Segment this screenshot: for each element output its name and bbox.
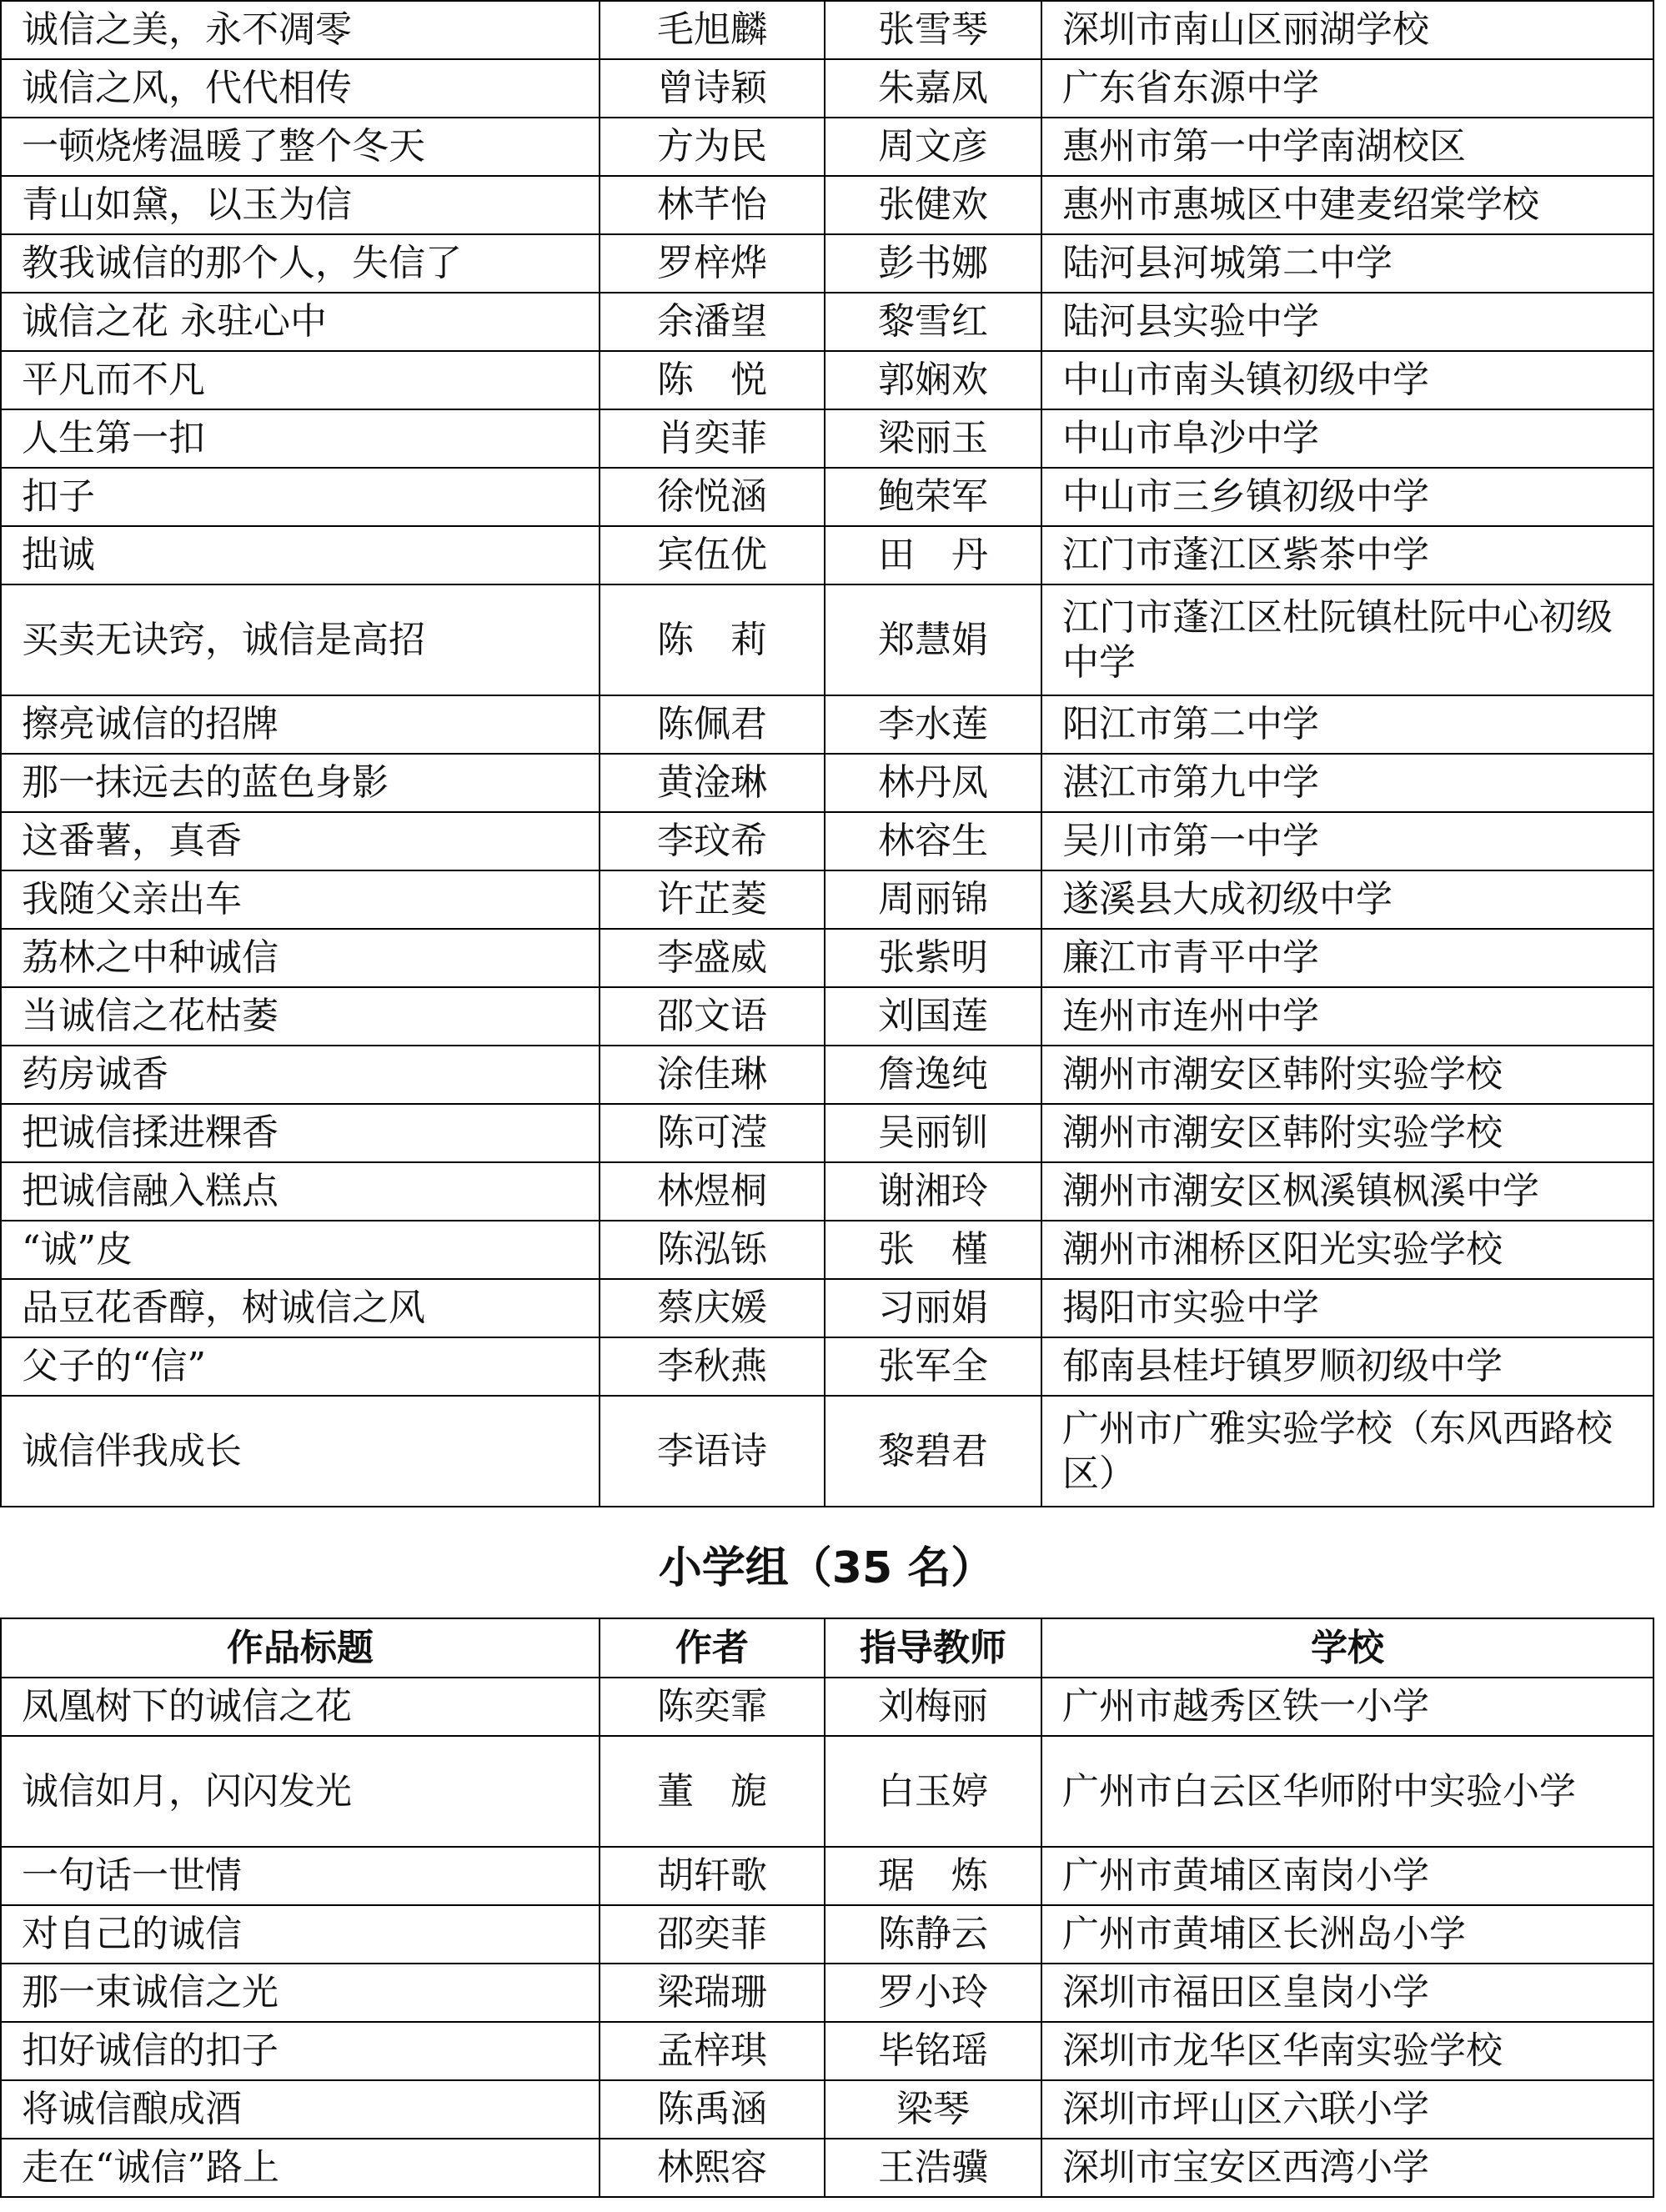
school-cell: 江门市蓬江区紫茶中学 [1041,526,1653,584]
school-cell: 广州市广雅实验学校（东风西路校区） [1041,1396,1653,1507]
author-cell: 董 旎 [600,1736,825,1847]
table-row [1,1905,1653,1964]
work-title-cell: 人生第一扣 [1,409,600,468]
school-cell: 广东省东源中学 [1041,59,1653,118]
work-title-cell: 将诚信酿成酒 [1,2080,600,2139]
table-row [1,1104,1653,1162]
school-cell: 郁南县桂圩镇罗顺初级中学 [1041,1337,1653,1396]
table-row [1,59,1653,118]
table-header-row [1,1618,1653,1678]
primary-section-heading: 小学组（35 名） [658,1543,995,1593]
work-title-cell: 买卖无诀窍，诚信是高招 [1,584,600,695]
teacher-cell: 林容生 [825,812,1041,870]
author-cell: 蔡庆媛 [600,1279,825,1337]
school-cell: 广州市白云区华师附中实验小学 [1041,1736,1653,1847]
school-cell: 廉江市青平中学 [1041,929,1653,987]
author-cell: 陈 莉 [600,584,825,695]
work-title-cell: 把诚信揉进粿香 [1,1104,600,1162]
teacher-cell: 吴丽钏 [825,1104,1041,1162]
school-cell: 阳江市第二中学 [1041,695,1653,754]
table-row [1,929,1653,987]
table-row [1,2139,1653,2197]
school-cell: 陆河县河城第二中学 [1041,234,1653,293]
primary-school-table [0,1618,1654,2198]
teacher-cell: 习丽娟 [825,1279,1041,1337]
table-row [1,1221,1653,1279]
primary-school-table-body [1,1678,1653,2197]
work-title-cell: 一顿烧烤温暖了整个冬天 [1,118,600,176]
school-cell: 潮州市潮安区枫溪镇枫溪中学 [1041,1162,1653,1221]
table-row [1,987,1653,1046]
work-title-cell: 走在“诚信”路上 [1,2139,600,2197]
table-row [1,1279,1653,1337]
school-cell: 湛江市第九中学 [1041,754,1653,812]
school-cell: 吴川市第一中学 [1041,812,1653,870]
middle-school-table-body [1,1,1653,1507]
table-row [1,1162,1653,1221]
school-cell: 陆河县实验中学 [1041,293,1653,351]
author-cell: 梁瑞珊 [600,1964,825,2022]
school-cell: 深圳市龙华区华南实验学校 [1041,2022,1653,2080]
author-cell: 余潘望 [600,293,825,351]
teacher-cell: 田 丹 [825,526,1041,584]
author-cell: 方为民 [600,118,825,176]
author-cell: 许芷菱 [600,870,825,929]
teacher-cell: 琚 炼 [825,1847,1041,1905]
work-title-cell: 诚信伴我成长 [1,1396,600,1507]
teacher-cell: 毕铭瑶 [825,2022,1041,2080]
header-teacher: 指导教师 [825,1618,1041,1678]
school-cell: 中山市阜沙中学 [1041,409,1653,468]
author-cell: 宾伍优 [600,526,825,584]
table-row [1,1046,1653,1104]
author-cell: 陈 悦 [600,351,825,409]
school-cell: 江门市蓬江区杜阮镇杜阮中心初级中学 [1041,584,1653,695]
author-cell: 李语诗 [600,1396,825,1507]
school-cell: 中山市三乡镇初级中学 [1041,468,1653,526]
table-row [1,1337,1653,1396]
work-title-cell: 那一束诚信之光 [1,1964,600,2022]
table-row [1,1678,1653,1736]
work-title-cell: 扣子 [1,468,600,526]
table-row [1,526,1653,584]
school-cell: 深圳市福田区皇岗小学 [1041,1964,1653,2022]
work-title-cell: 一句话一世情 [1,1847,600,1905]
author-cell: 邵文语 [600,987,825,1046]
teacher-cell: 黎碧君 [825,1396,1041,1507]
school-cell: 深圳市宝安区西湾小学 [1041,2139,1653,2197]
teacher-cell: 罗小玲 [825,1964,1041,2022]
table-row [1,351,1653,409]
work-title-cell: 父子的“信” [1,1337,600,1396]
author-cell: 曾诗颖 [600,59,825,118]
author-cell: 李秋燕 [600,1337,825,1396]
teacher-cell: 谢湘玲 [825,1162,1041,1221]
header-title: 作品标题 [1,1618,600,1678]
teacher-cell: 陈静云 [825,1905,1041,1964]
teacher-cell: 刘梅丽 [825,1678,1041,1736]
work-title-cell: 教我诚信的那个人，失信了 [1,234,600,293]
teacher-cell: 梁琴 [825,2080,1041,2139]
table-row [1,1396,1653,1507]
teacher-cell: 郭娴欢 [825,351,1041,409]
teacher-cell: 郑慧娟 [825,584,1041,695]
table-row [1,754,1653,812]
work-title-cell: 诚信如月，闪闪发光 [1,1736,600,1847]
teacher-cell: 王浩骥 [825,2139,1041,2197]
school-cell: 潮州市潮安区韩附实验学校 [1041,1104,1653,1162]
author-cell: 林熙容 [600,2139,825,2197]
work-title-cell: 对自己的诚信 [1,1905,600,1964]
author-cell: 黄淦琳 [600,754,825,812]
school-cell: 广州市越秀区铁一小学 [1041,1678,1653,1736]
school-cell: 潮州市潮安区韩附实验学校 [1041,1046,1653,1104]
author-cell: 徐悦涵 [600,468,825,526]
header-author: 作者 [600,1618,825,1678]
teacher-cell: 林丹凤 [825,754,1041,812]
teacher-cell: 周丽锦 [825,870,1041,929]
school-cell: 惠州市惠城区中建麦绍棠学校 [1041,176,1653,234]
author-cell: 涂佳琳 [600,1046,825,1104]
teacher-cell: 彭书娜 [825,234,1041,293]
table-row [1,234,1653,293]
teacher-cell: 张 槿 [825,1221,1041,1279]
author-cell: 李玟希 [600,812,825,870]
table-row [1,468,1653,526]
school-cell: 广州市黄埔区南岗小学 [1041,1847,1653,1905]
work-title-cell: 拙诚 [1,526,600,584]
author-cell: 陈佩君 [600,695,825,754]
table-row [1,1736,1653,1847]
author-cell: 林煜桐 [600,1162,825,1221]
school-cell: 深圳市坪山区六联小学 [1041,2080,1653,2139]
author-cell: 陈禹涵 [600,2080,825,2139]
school-cell: 潮州市湘桥区阳光实验学校 [1041,1221,1653,1279]
work-title-cell: 平凡而不凡 [1,351,600,409]
work-title-cell: 把诚信融入糕点 [1,1162,600,1221]
school-cell: 惠州市第一中学南湖校区 [1041,118,1653,176]
table-row [1,812,1653,870]
author-cell: 陈可滢 [600,1104,825,1162]
work-title-cell: 当诚信之花枯萎 [1,987,600,1046]
table-row [1,1964,1653,2022]
author-cell: 陈泓铄 [600,1221,825,1279]
author-cell: 邵奕菲 [600,1905,825,1964]
teacher-cell: 张紫明 [825,929,1041,987]
work-title-cell: 品豆花香醇，树诚信之风 [1,1279,600,1337]
table-row [1,1,1653,59]
work-title-cell: 那一抹远去的蓝色身影 [1,754,600,812]
author-cell: 李盛威 [600,929,825,987]
work-title-cell: 药房诚香 [1,1046,600,1104]
header-school: 学校 [1041,1618,1653,1678]
teacher-cell: 周文彦 [825,118,1041,176]
work-title-cell: 我随父亲出车 [1,870,600,929]
author-cell: 陈奕霏 [600,1678,825,1736]
table-row [1,584,1653,695]
teacher-cell: 刘国莲 [825,987,1041,1046]
table-row [1,118,1653,176]
school-cell: 深圳市南山区丽湖学校 [1041,1,1653,59]
school-cell: 连州市连州中学 [1041,987,1653,1046]
teacher-cell: 黎雪红 [825,293,1041,351]
author-cell: 肖奕菲 [600,409,825,468]
school-cell: 中山市南头镇初级中学 [1041,351,1653,409]
work-title-cell: 这番薯，真香 [1,812,600,870]
teacher-cell: 白玉婷 [825,1736,1041,1847]
work-title-cell: 青山如黛，以玉为信 [1,176,600,234]
teacher-cell: 张军全 [825,1337,1041,1396]
author-cell: 毛旭麟 [600,1,825,59]
teacher-cell: 张健欢 [825,176,1041,234]
work-title-cell: 诚信之美，永不凋零 [1,1,600,59]
work-title-cell: 荔林之中种诚信 [1,929,600,987]
work-title-cell: 凤凰树下的诚信之花 [1,1678,600,1736]
table-row [1,870,1653,929]
table-row [1,293,1653,351]
school-cell: 揭阳市实验中学 [1041,1279,1653,1337]
table-row [1,409,1653,468]
author-cell: 罗梓烨 [600,234,825,293]
table-row [1,176,1653,234]
work-title-cell: 扣好诚信的扣子 [1,2022,600,2080]
table-row [1,1847,1653,1905]
author-cell: 胡轩歌 [600,1847,825,1905]
school-cell: 广州市黄埔区长洲岛小学 [1041,1905,1653,1964]
author-cell: 林芊怡 [600,176,825,234]
teacher-cell: 詹逸纯 [825,1046,1041,1104]
school-cell: 遂溪县大成初级中学 [1041,870,1653,929]
teacher-cell: 张雪琴 [825,1,1041,59]
teacher-cell: 梁丽玉 [825,409,1041,468]
work-title-cell: 诚信之花 永驻心中 [1,293,600,351]
table-row [1,695,1653,754]
work-title-cell: “诚”皮 [1,1221,600,1279]
table-row [1,2080,1653,2139]
teacher-cell: 朱嘉凤 [825,59,1041,118]
table-row [1,2022,1653,2080]
teacher-cell: 李水莲 [825,695,1041,754]
work-title-cell: 擦亮诚信的招牌 [1,695,600,754]
teacher-cell: 鲍荣军 [825,468,1041,526]
author-cell: 孟梓琪 [600,2022,825,2080]
work-title-cell: 诚信之风，代代相传 [1,59,600,118]
